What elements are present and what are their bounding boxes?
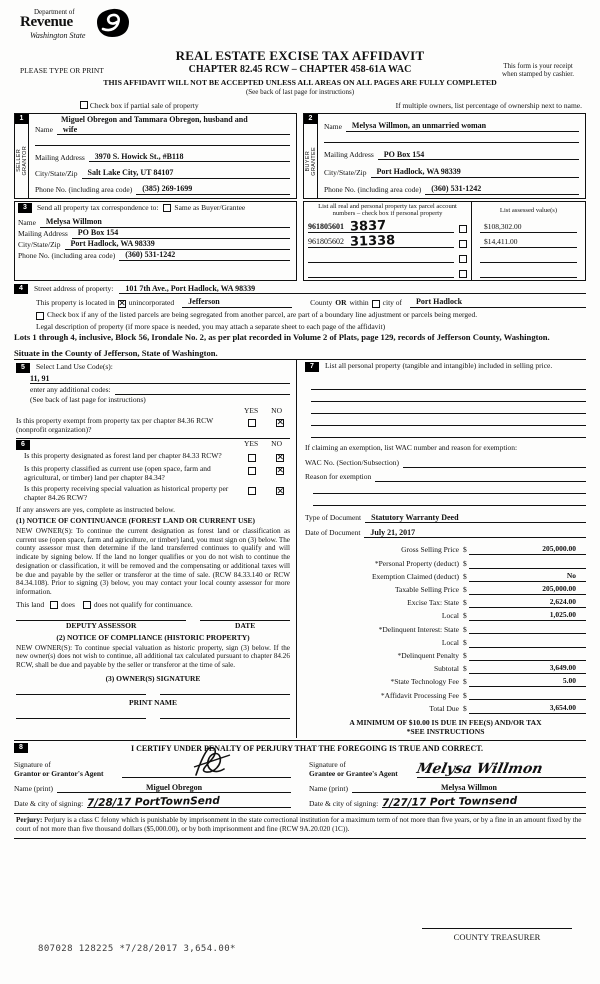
- forest-no-checkbox[interactable]: [276, 454, 284, 462]
- dollar-sign: $: [463, 664, 467, 674]
- does-qualify-checkbox[interactable]: [50, 601, 58, 609]
- seller-csz-label: City/State/Zip: [35, 168, 78, 178]
- fee-value[interactable]: [469, 633, 586, 634]
- grantor-signature-scribble: [190, 745, 242, 782]
- left-column: [14, 360, 296, 738]
- legal-description-value: Lots 1 through 4, inclusive, Block 56, Irondale No. 2, as per plat recorded in Volume 2 of Plats, page 129, records of Jefferson County, Washington.: [14, 332, 550, 343]
- parcel-header: List all real and personal property tax parcel account numbers – check box if personal property: [318, 202, 457, 218]
- assessed-row: [480, 233, 577, 248]
- located-pre: This property is located in: [36, 297, 115, 307]
- dollar-sign: $: [463, 703, 467, 713]
- parcel-number-empty[interactable]: [308, 277, 454, 278]
- assessed-row: [480, 248, 577, 263]
- current-use-question: Is this property classified as current use (open space, farm and agricultural, or timber) land per chapter 84.34?: [24, 463, 211, 482]
- form-title: REAL ESTATE EXCISE TAX AFFIDAVIT: [175, 48, 425, 63]
- fee-label: Local: [441, 637, 459, 647]
- seller-side-strip: [15, 114, 29, 198]
- fee-label: Subtotal: [433, 664, 459, 674]
- section5-number: 5: [16, 363, 30, 373]
- forest-land-question: Is this property designated as forest land per chapter 84.33 RCW?: [24, 450, 222, 460]
- assessed-value[interactable]: $108,302.00: [480, 223, 577, 233]
- fee-value[interactable]: [469, 660, 586, 661]
- seller-mailing-label: Mailing Address: [35, 152, 85, 162]
- within-label: within: [349, 297, 369, 307]
- partial-sale-label: Check box if partial sale of property: [89, 101, 199, 110]
- personal-property-heading: List all personal property (tangible and intangible) included in selling price.: [325, 361, 553, 371]
- buyer-name-value[interactable]: Melysa Willmon, an unmarried woman: [346, 121, 579, 131]
- fee-row: [305, 634, 586, 647]
- buyer-csz-label: City/State/Zip: [324, 167, 367, 177]
- minimum-fee-note: A MINIMUM OF $10.00 IS DUE IN FEE(S) AND/OR TAX: [349, 717, 542, 727]
- personal-property-checkbox-2[interactable]: [459, 240, 467, 248]
- segregated-label: Check box if any of the listed parcels are being segregated from another parcel, are part of a boundary line adjustment or parcels being merged.: [47, 309, 478, 319]
- if-yes-note: If any answers are yes, complete as instructed below.: [16, 505, 176, 515]
- grantee-vertical-label: GRANTEE: [310, 146, 317, 176]
- fee-row: [305, 621, 586, 634]
- assessed-row: [480, 263, 577, 278]
- print-name-line-1[interactable]: [16, 718, 146, 719]
- parcel-handwritten: 3837: [349, 218, 387, 235]
- fee-value[interactable]: 205,000.00: [469, 545, 586, 555]
- notice1-title: (1) NOTICE OF CONTINUANCE (FOREST LAND OR CURRENT USE): [16, 515, 256, 525]
- owner-signature-line-1[interactable]: [16, 694, 146, 695]
- logo-wa-state: Washington State: [30, 30, 86, 40]
- exemption-intro: If claiming an exemption, list WAC number and reason for exemption:: [305, 443, 518, 453]
- section1-number: 1: [15, 114, 29, 124]
- fee-value[interactable]: [469, 699, 586, 700]
- partial-sale-row: [14, 100, 586, 113]
- fee-value[interactable]: 2,624.00: [469, 598, 586, 608]
- buyer-name-label: Name: [324, 122, 342, 131]
- personal-property-checkbox-3[interactable]: [459, 255, 467, 263]
- grantor-agent-label: Grantor or Grantor's Agent: [14, 768, 104, 778]
- dollar-sign: $: [463, 571, 467, 581]
- grantee-date-city-handwritten: 7/27/17 Port Townsend: [382, 794, 518, 809]
- seller-mailing-value[interactable]: 3970 S. Howick St., #B118: [89, 152, 290, 162]
- fee-label: Taxable Selling Price: [394, 585, 459, 595]
- seller-name-label: Name: [35, 125, 53, 135]
- does-not-label: does not qualify for continuance.: [93, 599, 193, 609]
- dollar-sign: $: [463, 624, 467, 634]
- parcel-row: [308, 218, 467, 233]
- see-instructions-note: *SEE INSTRUCTIONS: [406, 726, 485, 736]
- historical-yes-checkbox[interactable]: [248, 487, 256, 495]
- parcel-row: [308, 248, 467, 263]
- additional-codes-label: enter any additional codes:: [30, 385, 111, 395]
- dollar-sign: $: [463, 598, 467, 608]
- parcel-row: [308, 263, 467, 278]
- receipt-note: This form is your receipt when stamped by cashier.: [502, 62, 574, 79]
- owners-signature-label: (3) OWNER(S) SIGNATURE: [105, 673, 201, 683]
- personal-property-checkbox-4[interactable]: [459, 270, 467, 278]
- reason-extra-line[interactable]: [313, 494, 586, 506]
- perjury-text: Perjury is a class C felony which is punishable by imprisonment in the state correctional institution for a maximum term of not more than five years, or by a fine in an amount fixed by the court of not more than five thousand dollars ($5,000.00), or by both imprisonment and fine (RCW 9A.20.020 (1C)).: [16, 816, 582, 834]
- same-as-buyer-checkbox[interactable]: [163, 204, 171, 212]
- deputy-assessor-label: DEPUTY ASSESSOR: [65, 620, 137, 630]
- grantee-signature-handwritten: Melysa Willmon: [415, 761, 545, 778]
- fee-label: Exemption Claimed (deduct): [371, 571, 459, 581]
- personal-property-line[interactable]: [311, 378, 586, 390]
- seller-name-value[interactable]: wife: [57, 125, 290, 135]
- partial-sale-checkbox[interactable]: [80, 101, 88, 109]
- assessed-value-empty[interactable]: [480, 277, 577, 278]
- assessed-row: [480, 218, 577, 233]
- seller-vertical-label: SELLER: [15, 149, 22, 173]
- grantee-name-print-value[interactable]: Melysa Willmon: [352, 783, 586, 793]
- grantor-name-print-value[interactable]: Miguel Obregon: [57, 783, 291, 793]
- reason-label: Reason for exemption: [305, 472, 372, 482]
- corr-csz-value[interactable]: Port Hadlock, WA 98339: [65, 239, 291, 249]
- buyer-csz-value[interactable]: Port Hadlock, WA 98339: [371, 167, 580, 177]
- corr-mailing-value[interactable]: PO Box 154: [72, 228, 290, 238]
- parcel-table: [303, 201, 586, 281]
- grantor-signature-line[interactable]: [122, 766, 291, 778]
- fee-value[interactable]: No: [469, 572, 586, 582]
- parcel-number[interactable]: 961805602: [308, 237, 344, 247]
- grantee-sig-of: Signature of: [309, 759, 346, 769]
- property-location-section: [14, 284, 586, 358]
- section6-number: 6: [16, 440, 30, 450]
- dollar-sign: $: [463, 677, 467, 687]
- buyer-box: [303, 113, 586, 199]
- fee-label: Local: [441, 611, 459, 621]
- buyer-vertical-label: BUYER: [304, 150, 311, 172]
- certify-statement: I CERTIFY UNDER PENALTY OF PERJURY THAT THE FOREGOING IS TRUE AND CORRECT.: [130, 743, 483, 753]
- grantee-name-print-label: Name (print): [309, 783, 348, 793]
- current-use-yes-checkbox[interactable]: [248, 467, 256, 475]
- notice2-title: (2) NOTICE OF COMPLIANCE (HISTORIC PROPERTY): [56, 632, 250, 642]
- land-use-value[interactable]: 11, 91: [30, 374, 290, 384]
- city-checkbox[interactable]: [372, 300, 380, 308]
- corr-csz-label: City/State/Zip: [18, 240, 61, 249]
- seller-box: [14, 113, 297, 199]
- please-type-note: PLEASE TYPE OR PRINT: [20, 66, 104, 75]
- section4-number: 4: [14, 284, 28, 294]
- unincorporated-checkbox[interactable]: [118, 300, 126, 308]
- street-address-value[interactable]: 101 7th Ave., Port Hadlock, WA 98339: [119, 284, 319, 294]
- certification-section: [14, 740, 586, 839]
- historical-no-checkbox[interactable]: [276, 487, 284, 495]
- wac-line[interactable]: [403, 467, 586, 468]
- corr-name-value[interactable]: Melysa Willmon: [40, 217, 290, 227]
- personal-property-line[interactable]: [311, 390, 586, 402]
- fee-value[interactable]: [469, 568, 586, 569]
- situate-line: Situate in the County of Jefferson, State of Washington.: [14, 348, 218, 359]
- fee-label: *Affidavit Processing Fee: [380, 690, 459, 700]
- corr-name-label: Name: [18, 218, 36, 227]
- legal-description-label: Legal description of property (if more space is needed, you may attach a separate sheet to each page of the affidavit): [36, 321, 386, 331]
- cashier-stamp: 807028 128225 *7/28/2017 3,654.00*: [38, 944, 236, 954]
- personal-property-checkbox-1[interactable]: [459, 225, 467, 233]
- header: [14, 6, 586, 100]
- owner-signature-line-2[interactable]: [160, 694, 290, 695]
- seller-name-line1: Miguel Obregon and Tammara Obregon, husband and: [61, 114, 248, 124]
- city-value[interactable]: Port Hadlock: [410, 297, 586, 307]
- dollar-sign: $: [463, 558, 467, 568]
- fee-label: *Delinquent Penalty: [397, 650, 459, 660]
- print-name-line-2[interactable]: [160, 718, 290, 719]
- completion-warning: THIS AFFIDAVIT WILL NOT BE ACCEPTED UNLESS ALL AREAS ON ALL PAGES ARE FULLY COMPLETED: [103, 78, 497, 87]
- print-name-label: PRINT NAME: [129, 697, 177, 707]
- grantor-date-city-handwritten: 7/28/17 PortTownSend: [87, 794, 221, 809]
- reason-extra-line[interactable]: [313, 482, 586, 494]
- s5-see-back: (See back of last page for instructions): [30, 395, 146, 405]
- section2-number: 2: [304, 114, 318, 124]
- parcel-row: [308, 233, 467, 248]
- county-label: County: [310, 297, 333, 307]
- tax-correspondence-box: [14, 201, 297, 281]
- buyer-phone-label: Phone No. (including area code): [324, 184, 422, 194]
- dollar-sign: $: [463, 690, 467, 700]
- grantee-signature-line[interactable]: [415, 761, 586, 778]
- assessed-header: List assessed value(s): [499, 206, 558, 214]
- assessed-value-empty[interactable]: [480, 262, 577, 263]
- notice2-body: NEW OWNER(S): To continue special valuation as historic property, sign (3) below. If the new owner(s) does not wish to continue, all additional tax calculated pursuant to chapter 84.26 RCW, shall be due and payable by the seller or transferor at the time of sale.: [16, 643, 290, 670]
- section7-number: 7: [305, 362, 319, 372]
- assessor-date-label: DATE: [235, 620, 256, 630]
- doc-type-value[interactable]: Statutory Warranty Deed: [365, 513, 586, 523]
- personal-property-line[interactable]: [311, 414, 586, 426]
- doc-type-label: Type of Document: [305, 513, 362, 523]
- dor-swirl-icon: [96, 8, 130, 41]
- county-treasurer-label: COUNTY TREASURER: [422, 928, 572, 942]
- dor-logo: [20, 8, 150, 40]
- assessed-value[interactable]: $14,411.00: [480, 238, 577, 248]
- historical-question: Is this property receiving special valuation as historical property per chapter 84.26 RCW?: [24, 484, 229, 503]
- doc-date-value[interactable]: July 21, 2017: [364, 528, 586, 538]
- perjury-label: Perjury:: [16, 816, 43, 825]
- dollar-sign: $: [463, 545, 467, 555]
- fee-row: [305, 595, 586, 608]
- grantee-date-city-label: Date & city of signing:: [309, 798, 379, 808]
- exempt-no-checkbox[interactable]: [276, 419, 284, 427]
- grantor-vertical-label: GRANTOR: [21, 146, 28, 176]
- fee-value[interactable]: 1,025.00: [469, 611, 586, 621]
- unincorporated-label: unincorporated: [128, 297, 175, 307]
- perjury-statement: [14, 813, 586, 839]
- fee-row: [305, 700, 586, 713]
- buyer-side-strip: [304, 114, 318, 198]
- buyer-mailing-value[interactable]: PO Box 154: [378, 150, 579, 160]
- parcel-number[interactable]: 961805601: [308, 222, 344, 232]
- seller-phone-label: Phone No. (including area code): [35, 185, 133, 194]
- fee-label: Excise Tax: State: [407, 598, 459, 608]
- grantor-sig-of: Signature of: [14, 759, 51, 769]
- personal-property-line[interactable]: [311, 426, 586, 438]
- dollar-sign: $: [463, 611, 467, 621]
- form-subtitle: CHAPTER 82.45 RCW – CHAPTER 458-61A WAC: [188, 64, 412, 75]
- exempt-question: Is this property exempt from property tax per chapter 84.36 RCW (nonprofit organization)?: [16, 415, 214, 434]
- corr-phone-value[interactable]: (360) 531-1242: [119, 250, 290, 260]
- buyer-name-extra-line[interactable]: [324, 134, 579, 143]
- grantee-agent-label: Grantee or Grantee's Agent: [309, 768, 398, 778]
- land-use-label: Select Land Use Code(s):: [36, 362, 113, 372]
- seller-name-extra-line[interactable]: [35, 137, 290, 146]
- right-column: [296, 360, 586, 738]
- fee-row: [305, 542, 586, 555]
- parcel-handwritten: 31338: [349, 233, 396, 250]
- fee-row: [305, 687, 586, 700]
- no-header: NO: [271, 406, 282, 416]
- corr-phone-label: Phone No. (including area code): [18, 251, 116, 260]
- grantor-name-print-label: Name (print): [14, 783, 53, 793]
- dollar-sign: $: [463, 585, 467, 595]
- does-label: does: [61, 599, 75, 609]
- seller-csz-value[interactable]: Salt Lake City, UT 84107: [82, 168, 291, 178]
- grantor-date-city-label: Date & city of signing:: [14, 798, 84, 808]
- fee-value[interactable]: 3,649.00: [469, 664, 586, 674]
- section8-number: 8: [14, 743, 28, 753]
- wac-label: WAC No. (Section/Subsection): [305, 458, 399, 468]
- multiple-owners-note: If multiple owners, list percentage of ownership next to name.: [395, 100, 582, 110]
- fee-row: [305, 661, 586, 674]
- dollar-sign: $: [463, 650, 467, 660]
- fee-value[interactable]: 205,000.00: [469, 585, 586, 595]
- fee-value[interactable]: 5.00: [469, 677, 586, 687]
- reason-line[interactable]: [375, 481, 586, 482]
- same-as-buyer-label: Same as Buyer/Grantee: [174, 202, 246, 212]
- doc-date-label: Date of Document: [305, 528, 361, 538]
- forest-yes-checkbox[interactable]: [248, 454, 256, 462]
- grantee-date-city-line[interactable]: [382, 794, 586, 809]
- seller-phone-value[interactable]: (385) 269-1699: [136, 184, 290, 194]
- land-pre: This land: [16, 599, 45, 609]
- dollar-sign: $: [463, 637, 467, 647]
- parcel-number-empty[interactable]: [308, 262, 454, 263]
- corr-mailing-label: Mailing Address: [18, 229, 68, 238]
- buyer-mailing-label: Mailing Address: [324, 150, 374, 160]
- street-address-label: Street address of property:: [34, 284, 114, 294]
- street-address-line[interactable]: [319, 293, 586, 294]
- logo-dept-of: Department of: [34, 8, 75, 16]
- fee-row: [305, 555, 586, 568]
- correspondence-heading: Send all property tax correspondence to:: [37, 202, 159, 212]
- current-use-no-checkbox[interactable]: [276, 467, 284, 475]
- or-label: OR: [335, 297, 347, 307]
- fee-label: Gross Selling Price: [401, 545, 459, 555]
- fee-value[interactable]: [469, 647, 586, 648]
- fee-label: *State Technology Fee: [390, 677, 459, 687]
- does-not-qualify-checkbox[interactable]: [83, 601, 91, 609]
- city-of-label: city of: [382, 297, 403, 307]
- fee-row: [305, 648, 586, 661]
- fee-label: *Delinquent Interest: State: [378, 624, 459, 634]
- no-header: NO: [271, 439, 282, 449]
- fee-label: *Personal Property (deduct): [374, 558, 459, 568]
- see-back-note: (See back of last page for instructions): [245, 88, 355, 96]
- yes-header: YES: [243, 439, 259, 449]
- fee-label: Total Due: [429, 703, 459, 713]
- logo-revenue: Revenue: [20, 14, 73, 31]
- yes-header: YES: [243, 406, 259, 416]
- fee-value[interactable]: 3,654.00: [469, 704, 586, 714]
- exempt-yes-checkbox[interactable]: [248, 419, 256, 427]
- grantor-date-city-line[interactable]: [87, 794, 291, 809]
- segregated-checkbox[interactable]: [36, 312, 44, 320]
- section3-number: 3: [18, 203, 32, 213]
- buyer-phone-value[interactable]: (360) 531-1242: [425, 184, 579, 194]
- notice1-body: NEW OWNER(S): To continue the current designation as forest land or classification as current use (open space, farm and agriculture, or timber) land, you must sign on (3) below. The county assessor must then determine if the land transferred continues to qualify and will indicate by signing below. If the land no longer qualifies or you do not wish to continue the designation or classification, it will be removed and the compensating or additional taxes will be due and payable by the seller or transferor at the time of sale. (RCW 84.33.140 or RCW 84.34.108). Prior to signing (3) below, you may contact your local county assessor for more information.: [16, 526, 290, 597]
- fee-row: [305, 674, 586, 687]
- county-value[interactable]: Jefferson: [182, 297, 292, 307]
- personal-property-line[interactable]: [311, 402, 586, 414]
- fee-row: [305, 582, 586, 595]
- fee-row: [305, 569, 586, 582]
- fee-row: [305, 608, 586, 621]
